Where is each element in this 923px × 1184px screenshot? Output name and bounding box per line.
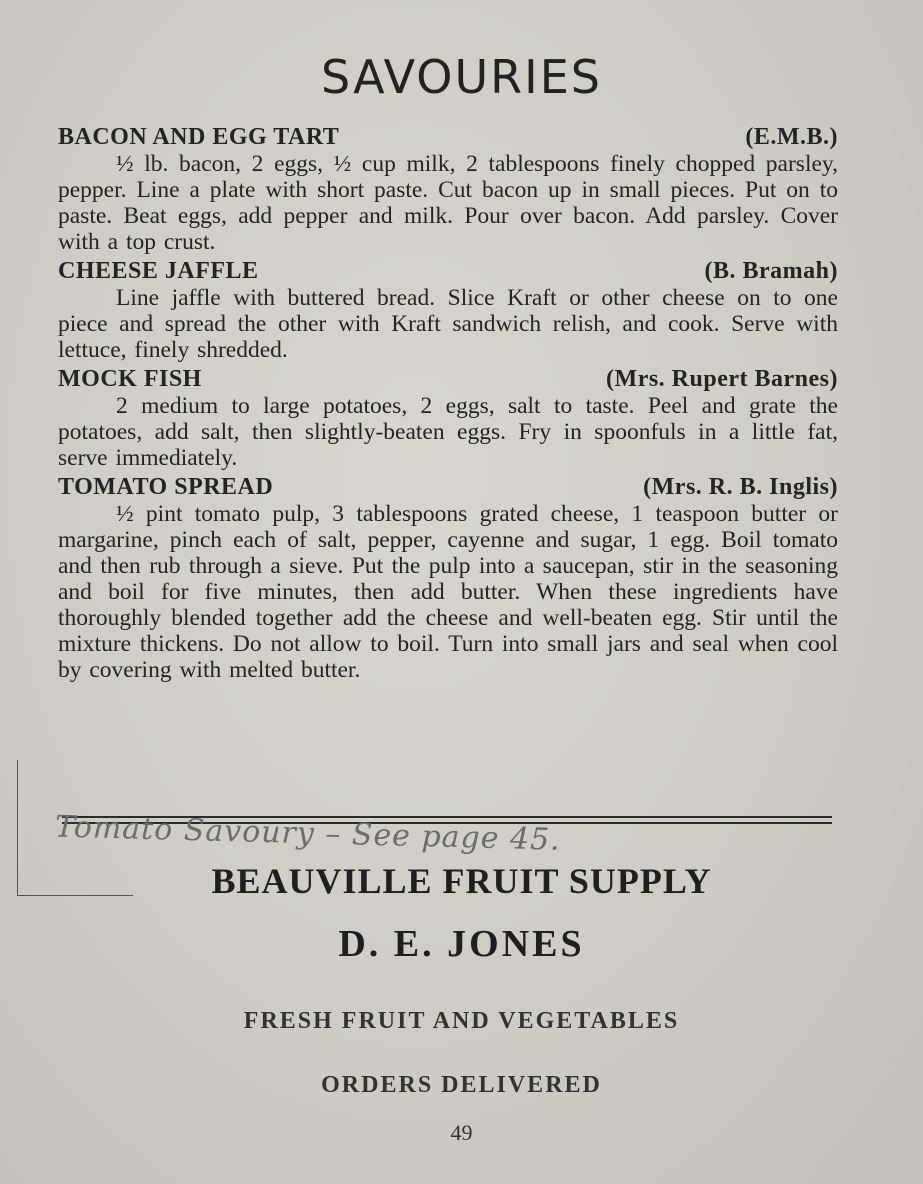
advert-delivery: ORDERS DELIVERED [321,1072,602,1098]
recipe-title: BACON AND EGG TART [58,124,340,150]
recipe-cheese-jaffle [58,257,838,363]
recipe-mock-fish [58,365,838,471]
recipe-contributor: (Mrs. R. B. Inglis) [643,474,838,500]
recipe-tomato-spread [58,473,838,683]
recipe-instructions: Line jaffle with buttered bread. Slice Kraft or other cheese on to one piece and spread the other with Kraft sandwich relish, and cook. Serve with lettuce, finely shredded. [58,285,838,363]
recipe-title: CHEESE JAFFLE [58,258,259,284]
recipe-instructions: ½ pint tomato pulp, 3 tablespoons grated cheese, 1 teaspoon butter or margarine, pinch each of salt, pepper, cayenne and sugar, 1 egg. Boil tomato and then rub through a sieve. Put the pulp into a saucepan, stir in the seasoning and boil for five minutes, then add butter. When these ingredients have thoroughly blended together add the cheese and well-beaten egg. Stir until the mixture thickens. Do not allow to boil. Turn into small jars and seal when cool by covering with melted butter. [58,501,838,683]
recipe-bacon-and-egg-tart [58,123,838,255]
page-number: 49 [450,1120,473,1145]
recipe-list [58,123,838,685]
advert-company: BEAUVILLE FRUIT SUPPLY [211,861,712,901]
advert-produce: FRESH FRUIT AND VEGETABLES [243,1008,680,1034]
recipe-instructions: 2 medium to large potatoes, 2 eggs, salt to taste. Peel and grate the potatoes, add salt, then slightly-beaten eggs. Fry in spoonfuls in a little fat, serve immediately. [58,393,838,471]
handwritten-note: Tomato Savoury – See page 45. [54,809,562,858]
recipe-contributor: (B. Bramah) [704,258,838,284]
recipe-title: MOCK FISH [58,366,202,392]
recipe-contributor: (E.M.B.) [745,124,838,150]
recipe-instructions: ½ lb. bacon, 2 eggs, ½ cup milk, 2 tablespoons finely chopped parsley, pepper. Line a plate with short paste. Cut bacon up in small pieces. Put on to paste. Beat eggs, add pepper and milk. Pour over bacon. Add parsley. Cover with a top crust. [58,151,838,255]
recipe-contributor: (Mrs. Rupert Barnes) [606,366,838,392]
page-title: SAVOURIES [321,50,602,104]
advert-owner: D. E. JONES [338,923,585,965]
recipe-title: TOMATO SPREAD [58,474,274,500]
